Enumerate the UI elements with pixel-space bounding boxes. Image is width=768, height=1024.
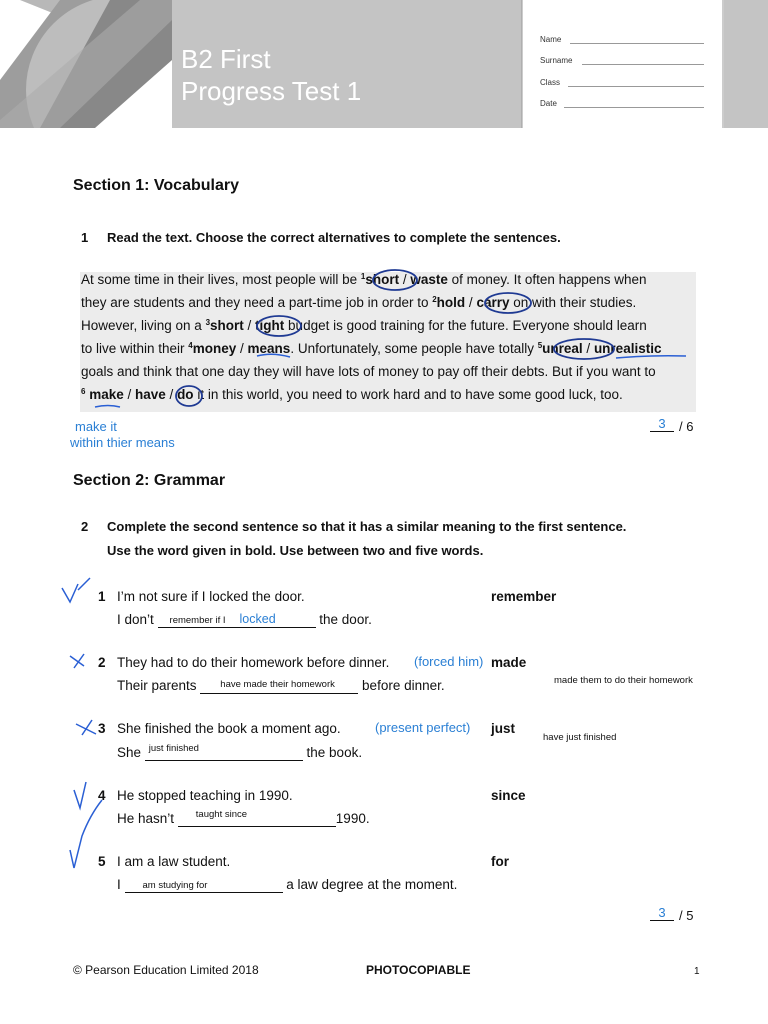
handwritten-note-1: make it — [75, 419, 117, 434]
option-4a[interactable]: money — [192, 341, 237, 356]
name-label: Name — [540, 35, 562, 44]
option-6a[interactable]: make — [89, 387, 124, 402]
copyright: © Pearson Education Limited 2018 — [73, 963, 259, 977]
option-2a[interactable]: hold — [436, 295, 466, 310]
cross-mark — [76, 720, 96, 735]
answer-blank[interactable]: have made their homework — [200, 678, 358, 694]
option-5b[interactable]: unrealistic — [593, 341, 662, 356]
item-number: 1 — [98, 589, 106, 604]
cross-mark — [70, 654, 84, 668]
handwritten-note-2: within thier means — [70, 435, 175, 450]
side-note: made them to do their homework — [554, 675, 693, 686]
item-sentence: He stopped teaching in 1990. — [117, 788, 293, 803]
class-field[interactable] — [568, 86, 704, 87]
item-keyword: made — [491, 655, 527, 670]
item-sentence: I’m not sure if I locked the door. — [117, 589, 305, 604]
item-sentence: I am a law student. — [117, 854, 231, 869]
passage-line-5: goals and think that one day they will have lots of money to pay off their debts. But if you want to — [81, 364, 656, 379]
surname-field[interactable] — [582, 64, 704, 65]
passage-line-4: to live within their $^4$money / means. Unfortunately, some people have totally $^5$unreal / unrealistic — [81, 341, 662, 356]
answer-blank[interactable]: just finished — [145, 745, 303, 761]
name-field[interactable] — [570, 43, 704, 44]
section1-heading: Section 1: Vocabulary — [73, 177, 239, 194]
q2-instruction-line2: Use the word given in bold. Use between two and five words. — [107, 543, 484, 558]
item-keyword: since — [491, 788, 526, 803]
side-note: have just finished — [543, 732, 617, 743]
item-answer-line: I don’t remember if I locked the door. — [117, 612, 372, 627]
item-sentence: She finished the book a moment ago. — [117, 721, 341, 736]
item-number: 5 — [98, 854, 106, 869]
section1-total: / 6 — [679, 419, 694, 434]
item-number: 2 — [98, 655, 106, 670]
g-logo — [0, 0, 190, 128]
option-2b[interactable]: carry — [476, 295, 510, 310]
passage-line-1: At some time in their lives, most people will be $^1$short / waste of money. It often happens when — [81, 272, 647, 287]
option-6b[interactable]: have — [135, 387, 166, 402]
option-3b[interactable]: tight — [255, 318, 285, 333]
page-number: 1 — [694, 966, 700, 977]
answer-blank[interactable]: remember if I locked — [158, 612, 316, 628]
item-sentence: They had to do their homework before dinner. — [117, 655, 390, 670]
section2-total: / 5 — [679, 908, 694, 923]
photocopiable-label: PHOTOCOPIABLE — [366, 963, 471, 977]
q2-number: 2 — [81, 519, 89, 534]
item-answer-line: She just finished the book. — [117, 743, 363, 760]
item-keyword: just — [491, 721, 516, 736]
option-1a[interactable]: short — [365, 272, 400, 287]
q1-number: 1 — [81, 230, 89, 245]
option-5a[interactable]: unreal — [542, 341, 583, 356]
option-4b[interactable]: means — [247, 341, 291, 356]
handwritten-note: (forced him) — [414, 654, 484, 669]
option-3a[interactable]: short — [210, 318, 244, 333]
check-mark — [62, 578, 90, 602]
check-mark — [74, 782, 86, 808]
class-label: Class — [540, 78, 561, 87]
test-title-line2: Progress Test 1 — [181, 76, 362, 106]
passage-line-6: $^6$ make / have / do it in this world, you need to work hard and to have some good luck, too. — [81, 387, 623, 402]
test-title-line1: B2 First — [181, 44, 271, 74]
q1-instruction: Read the text. Choose the correct alternatives to complete the sentences. — [107, 230, 561, 245]
date-label: Date — [540, 99, 557, 108]
answer-blank[interactable]: taught since — [178, 811, 336, 827]
item-keyword: for — [491, 854, 509, 869]
item-number: 3 — [98, 721, 106, 736]
section2-heading: Section 2: Grammar — [73, 472, 226, 489]
passage-line-2: they are students and they need a part-time job in order to $^2$hold / carry on with their studies. — [81, 295, 637, 310]
item-answer-line: Their parents have made their homework before dinner. — [117, 678, 445, 693]
item-keyword: remember — [491, 589, 557, 604]
item-answer-line: I am studying for a law degree at the moment. — [117, 877, 458, 892]
passage-line-3: However, living on a $^3$short / tight budget is good training for the future. Everyone should learn — [81, 318, 647, 333]
option-1b[interactable]: waste — [410, 272, 448, 287]
section2-score: 3 — [650, 905, 674, 921]
section1-score: 3 — [650, 416, 674, 432]
date-field[interactable] — [564, 107, 704, 108]
item-answer-line: He hasn’t taught since 1990. — [117, 809, 370, 826]
surname-label: Surname — [540, 56, 573, 65]
q2-instruction-line1: Complete the second sentence so that it has a similar meaning to the first sentence. — [107, 519, 627, 534]
option-6c[interactable]: do — [177, 387, 194, 402]
answer-blank[interactable]: am studying for — [125, 877, 283, 893]
item-number: 4 — [98, 788, 106, 803]
handwritten-note: (present perfect) — [375, 720, 471, 735]
